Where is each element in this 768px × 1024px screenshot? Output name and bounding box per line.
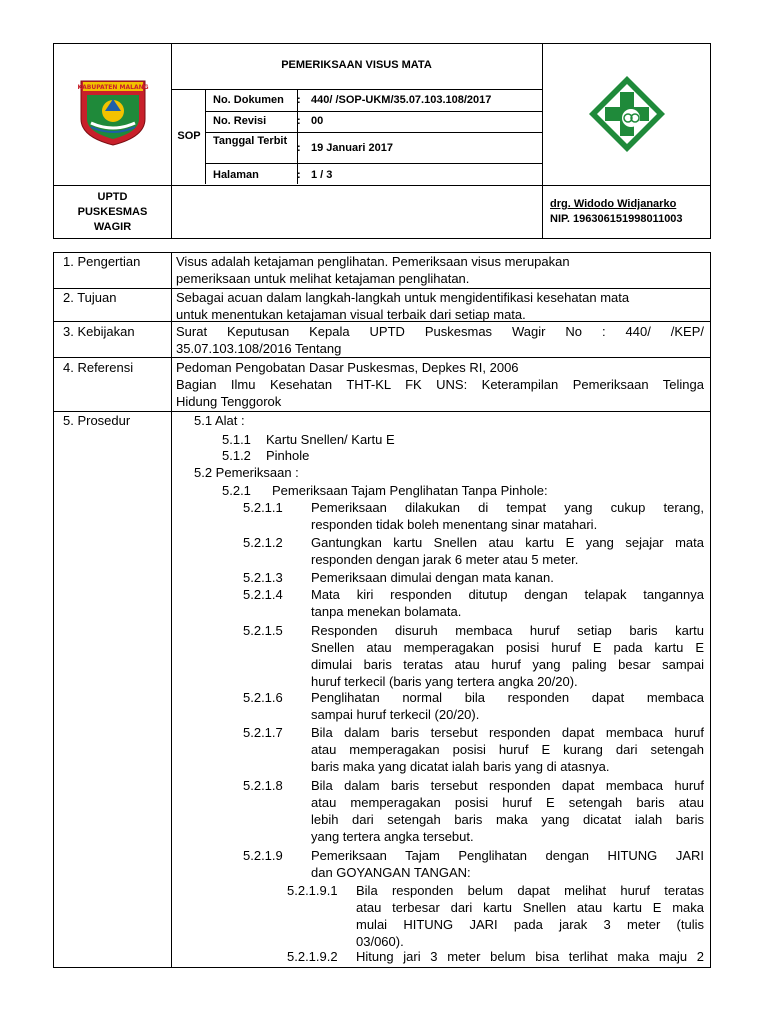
header-divider [171,44,172,238]
step-number: 5.2.1.3 [243,570,283,585]
section-label-kebijakan: 3. Kebijakan [63,324,135,339]
table-column-divider [171,253,172,967]
header-divider [171,89,542,90]
substep-text [356,948,704,965]
section-text-tujuan [176,289,704,323]
text-line: Bila dalam baris tersebut responden dapat membaca huruf [311,778,704,793]
item-text: Pinhole [266,448,310,463]
unit-name-line1: UPTD [97,191,128,203]
section-label-tujuan: 2. Tujuan [63,290,117,305]
step-number: 5.2.1.2 [243,535,283,550]
step-number: 5.2.1.1 [243,500,283,515]
signer-nip: NIP. 196306151998011003 [550,213,683,225]
text-line: dan GOYANGAN TANGAN: [311,865,471,880]
text-line: Pemeriksaan dilakukan di tempat yang cukup terang, [311,500,704,515]
text-line: Gantungkan kartu Snellen atau kartu E yang sejajar mata [311,535,704,550]
step-text [311,622,704,690]
text-line: atau memperagakan posisi huruf E kurang dari setengah [311,742,704,757]
text-line: pemeriksaan untuk melihat ketajaman penglihatan. [176,271,470,286]
text-line: atau terbesar dari kartu Snellen atau kartu E maka [356,900,704,915]
document-header [53,43,711,239]
section-text-referensi [176,359,704,410]
item-number: 5.1.1 [222,432,251,447]
meta-sep: : [297,169,301,181]
step-text [311,586,704,620]
meta-sep: : [297,94,301,106]
text-line: Sebagai acuan dalam langkah-langkah untuk mengidentifikasi kesehatan mata [176,290,630,305]
step-number: 5.2.1.9 [243,848,283,863]
table-row-divider [54,411,710,412]
signer-name: drg. Widodo Widjanarko [550,198,677,210]
step-number: 5.2.1.7 [243,725,283,740]
text-line: Pedoman Pengobatan Dasar Puskesmas, Depkes RI, 2006 [176,360,519,375]
header-divider [205,89,206,184]
text-line: Surat Keputusan Kepala UPTD Puskesmas Wagir No : 440/ /KEP/ [176,324,704,339]
step-text [311,847,704,881]
text-line: Bila responden belum dapat melihat huruf teratas [356,883,704,898]
text-line: Bila dalam baris tersebut responden dapat membaca huruf [311,725,704,740]
meta-value-revisi: 00 [311,115,324,127]
unit-name-line3: WAGIR [93,221,132,233]
text-line: baris maka yang dicatat ialah baris yang di atasnya. [311,759,610,774]
text-line: Penglihatan normal bila responden dapat membaca [311,690,704,705]
text-line: Hitung jari 3 meter belum bisa terlihat maka maju 2 [356,949,704,964]
text-line: atau memperagakan posisi huruf E setengah baris atau [311,795,704,810]
text-line: tanpa menekan bolamata. [311,604,462,619]
kabupaten-malang-logo [77,75,149,147]
header-divider [54,185,710,186]
item-text: Kartu Snellen/ Kartu E [266,432,395,447]
item-number: 5.1.2 [222,448,251,463]
meta-value-halaman: 1 / 3 [311,169,333,181]
item-number: 5.2.1 [222,483,251,498]
meta-label-revisi: No. Revisi [213,115,267,127]
substep-number: 5.2.1.9.2 [287,949,338,964]
meta-sep: : [297,115,301,127]
header-divider [205,132,542,133]
procedure-heading-alat: 5.1 Alat : [194,413,245,428]
text-line: Mata kiri responden ditutup dengan telapak tangannya [311,587,704,602]
page-title: PEMERIKSAAN VISUS MATA [281,59,432,71]
text-line: responden dengan jarak 6 meter atau 5 meter. [311,552,579,567]
header-divider [205,111,542,112]
text-line: huruf terkecil (baris yang tertera angka 20/20). [311,674,578,689]
text-line: yang tertera angka tersebut. [311,829,474,844]
section-label-pengertian: 1. Pengertian [63,254,141,269]
meta-label-dokumen: No. Dokumen [213,94,284,106]
text-line: sampai huruf terkecil (20/20). [311,707,480,722]
section-text-kebijakan [176,323,704,357]
subsection-title: Pemeriksaan Tajam Penglihatan Tanpa Pinhole: [272,483,548,498]
substep-number: 5.2.1.9.1 [287,883,338,898]
meta-label-terbit: Tanggal Terbit [213,135,288,147]
text-line: Pemeriksaan Tajam Penglihatan dengan HITUNG JARI [311,848,704,863]
text-line: responden tidak boleh menentang sinar matahari. [311,517,598,532]
step-number: 5.2.1.8 [243,778,283,793]
meta-label-halaman: Halaman [213,169,259,181]
step-text [311,777,704,845]
text-line: Snellen atau memperagakan posisi huruf E pada kartu E [311,640,704,655]
step-number: 5.2.1.5 [243,623,283,638]
meta-value-dokumen: 440/ /SOP-UKM/35.07.103.108/2017 [311,94,492,106]
logo-caption: KABUPATEN MALANG [77,84,149,91]
table-row-divider [54,357,710,358]
text-line: 35.07.103.108/2016 Tentang [176,341,342,356]
text-line: Responden disuruh membaca huruf setiap baris kartu [311,623,704,638]
text-line: Visus adalah ketajaman penglihatan. Pemeriksaan visus merupakan [176,254,570,269]
section-text-pengertian [176,253,704,287]
text-line: untuk menentukan ketajaman visual terbaik dari setiap mata. [176,307,526,322]
sop-label: SOP [177,130,201,142]
section-label-referensi: 4. Referensi [63,360,134,375]
procedure-heading-pemeriksaan: 5.2 Pemeriksaan : [194,465,299,480]
section-label-prosedur: 5. Prosedur [63,413,131,428]
text-line: Bagian Ilmu Kesehatan THT-KL FK UNS: Keterampilan Pemeriksaan Telinga [176,377,704,392]
step-text [311,689,704,723]
meta-value-terbit: 19 Januari 2017 [311,142,393,154]
text-line: Pemeriksaan dimulai dengan mata kanan. [311,570,554,585]
step-text [311,569,704,586]
text-line: lebih dari setengah baris maka yang dicatat ialah baris [311,812,704,827]
substep-text [356,882,704,950]
step-text [311,724,704,775]
text-line: dimulai baris teratas atau huruf yang paling besar sampai [311,657,704,672]
puskesmas-logo [587,74,667,154]
step-text [311,534,704,568]
meta-sep: : [297,142,301,154]
header-divider [205,163,542,164]
text-line: Hidung Tenggorok [176,394,282,409]
text-line: mulai HITUNG JARI pada jarak 3 meter (tulis [356,917,704,932]
header-divider [542,44,543,238]
text-line: 03/060). [356,934,404,949]
step-number: 5.2.1.6 [243,690,283,705]
step-text [311,499,704,533]
step-number: 5.2.1.4 [243,587,283,602]
unit-name-line2: PUSKESMAS [77,206,148,218]
